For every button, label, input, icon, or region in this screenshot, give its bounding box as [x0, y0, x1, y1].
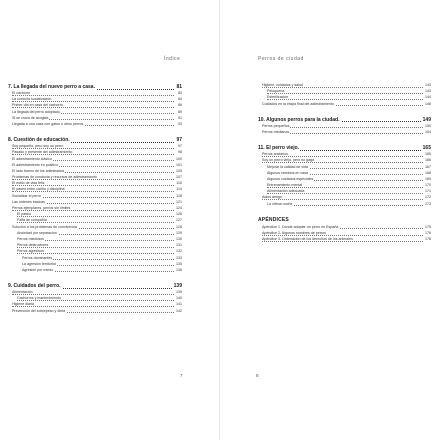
- page-ref: 169: [425, 176, 431, 181]
- page-ref: 176: [425, 231, 431, 235]
- page-ref: 86: [178, 103, 182, 108]
- entry-title: Alimentación adecuada: [267, 189, 305, 194]
- entry-title: Perros agresivos: [17, 249, 44, 254]
- page-ref: 172: [425, 195, 431, 200]
- page-number: 8: [256, 373, 259, 378]
- page-ref: 139: [176, 290, 182, 295]
- page-ref: 166: [425, 158, 431, 163]
- entry-title: Entrenamiento mental: [267, 183, 303, 188]
- entry-title: Perros medianos: [262, 129, 290, 134]
- toc-entry: [267, 202, 431, 208]
- entry-title: Soy pequeño, pero soy un perro: [12, 144, 64, 149]
- entry-title: Socializar el perro: [12, 193, 41, 198]
- entry-title: Prevención del sobrepeso y dieta: [12, 308, 66, 313]
- entry-title: Cuidados en la etapa final del adiestramiento: [262, 101, 334, 106]
- page-ref: 178: [425, 237, 431, 242]
- page-ref: 84: [178, 97, 182, 102]
- page-ref: 144: [425, 95, 431, 100]
- page-ref: 97: [178, 144, 182, 149]
- entry-title: Higiene, cuidados y salud: [262, 83, 303, 87]
- dot-leader: [12, 294, 174, 295]
- page-ref: 139: [173, 283, 182, 290]
- entry-title: Cachorros y mantenimiento: [17, 296, 61, 301]
- entry-title: El adiestramiento clásico: [12, 156, 52, 161]
- entry-title: Soy un perro viejo, pero no gaga: [262, 158, 315, 163]
- entry-title: La agresión territorial: [22, 261, 56, 266]
- toc-entry: [12, 122, 182, 128]
- entry-title: La última noche: [267, 201, 293, 206]
- entry-title: La llegada del perro adoptado: [12, 109, 60, 114]
- entry-title: Solución a los problemas de convivencia: [12, 224, 77, 229]
- page-ref: 143: [425, 83, 431, 87]
- page-ref: 132: [176, 249, 182, 254]
- page-ref: 175: [425, 224, 431, 229]
- entry-title: Perros pequeños: [262, 123, 290, 128]
- dot-leader: [262, 199, 423, 200]
- chapter-entry: [258, 145, 431, 152]
- entry-title: Problemas de conducta y recursos de adiestramiento: [12, 175, 97, 180]
- page-ref: 129: [176, 230, 182, 235]
- page-ref: 136: [176, 267, 182, 272]
- page-ref: 83: [178, 91, 182, 95]
- entry-title: El cachorro: [12, 91, 31, 95]
- entry-title: Las órdenes básicas: [12, 199, 45, 204]
- page-ref: 170: [425, 183, 431, 188]
- toc-entry: [262, 102, 431, 108]
- page-ref: 130: [176, 236, 182, 241]
- entry-title: Agresión por miedo: [22, 267, 54, 272]
- page-ref: 107: [176, 175, 182, 180]
- chapter-title: 10. Algunos perros para la ciudad.: [258, 116, 340, 123]
- running-head: Índice: [164, 56, 181, 62]
- entry-title: El paseo entre cariño y disciplina: [12, 187, 65, 192]
- entry-title: La correcta socialización: [12, 97, 52, 102]
- entry-title: Pasado y presente del adiestramiento: [12, 150, 73, 155]
- toc-entry: [262, 237, 431, 243]
- toc-entry: [262, 130, 431, 136]
- entry-title: El estilo de vida feliz: [12, 181, 45, 186]
- dot-leader: [17, 216, 174, 217]
- dot-leader: [12, 95, 174, 96]
- entry-title: Apéndice 1. Dónde adoptar un perro en España: [262, 224, 339, 229]
- chapter-entry: [8, 137, 182, 144]
- entry-title: Perros dominantes: [22, 255, 53, 260]
- page-ref: 173: [425, 201, 431, 206]
- entry-title: Algunos cambios en casa: [267, 170, 308, 175]
- entry-title: Perros ancianos: [262, 152, 288, 157]
- page-ref: 118: [176, 193, 182, 198]
- page-ref: 133: [176, 255, 182, 260]
- chapter-entry: [8, 283, 182, 290]
- page-ref: 167: [425, 164, 431, 169]
- entry-title: Si se cruza de acogida: [12, 115, 49, 120]
- toc-entry: [22, 268, 182, 274]
- page-ref: 150: [425, 123, 431, 128]
- entry-title: Falta de compañía: [17, 218, 47, 223]
- entry-title: Higiene diaria: [12, 302, 34, 307]
- entry-title: Esterilización: [267, 95, 289, 100]
- chapter-entry: [8, 84, 182, 91]
- page-ref: 114: [176, 187, 182, 192]
- page-ref: 89: [178, 109, 182, 114]
- page-ref: 81: [176, 84, 182, 90]
- page-ref: 128: [176, 224, 182, 229]
- page-ref: 143: [425, 89, 431, 94]
- page-ref: 110: [176, 181, 182, 186]
- entry-title: Mejorar la calidad de vida: [267, 164, 308, 169]
- dot-leader: [12, 306, 174, 307]
- table-of-contents: [8, 84, 182, 315]
- page-ref: 126: [176, 212, 182, 217]
- entry-title: El adiestramiento en positivo: [12, 162, 58, 167]
- page-ref: 154: [425, 129, 431, 134]
- page-ref: 142: [176, 308, 182, 313]
- entry-title: Adiós amigo: [262, 195, 282, 200]
- chapter-title: 9. Cuidados del perro.: [8, 283, 61, 290]
- dot-leader: [267, 99, 423, 100]
- page-ref: 146: [425, 101, 431, 106]
- chapter-title: 7. La llegada del nuevo perro a casa.: [8, 84, 95, 90]
- page-ref: 121: [176, 199, 182, 204]
- page-ref: 149: [422, 116, 431, 123]
- right-page: [220, 0, 440, 440]
- entry-title: Alimentación: [12, 290, 33, 295]
- page-ref: 140: [176, 296, 182, 301]
- page-ref: 165: [422, 145, 431, 152]
- appendices-heading: APÉNDICES: [258, 216, 289, 223]
- page-ref: 100: [176, 156, 182, 161]
- entry-title: Algunos cuidados especiales: [267, 176, 314, 181]
- page-ref: 98: [178, 150, 182, 155]
- entry-title: Perros miedosos: [17, 236, 44, 241]
- page-ref: 101: [176, 162, 182, 167]
- entry-title: Llegada a una casa con gatos u otros perros.: [12, 121, 85, 126]
- running-head: Perros de ciudad: [258, 56, 304, 62]
- entry-title: El paseo: [17, 212, 31, 217]
- page-ref: 168: [425, 170, 431, 175]
- page-ref: 124: [176, 206, 182, 210]
- entry-title: Apéndice 2. Algunos nombres de perros: [262, 231, 326, 235]
- entry-title: Peluquería: [267, 89, 285, 94]
- toc-entry: [12, 309, 182, 315]
- chapter-title: 11. El perro viejo.: [258, 145, 300, 152]
- table-of-contents: [258, 83, 431, 243]
- chapter-entry: [258, 117, 431, 124]
- page-number: 7: [180, 373, 183, 378]
- entry-title: El lado bueno de los adiestrados: [12, 168, 65, 173]
- entry-title: Apéndice 3. Ordenación de los derechos de los animales: [262, 237, 353, 242]
- entry-title: Primer día en casa del cachorro.: [12, 103, 64, 108]
- page-ref: 131: [176, 243, 182, 248]
- page-ref: 97: [176, 137, 182, 144]
- page-ref: 171: [425, 189, 431, 194]
- entry-title: Ansiedad por separación: [17, 230, 57, 235]
- entry-title: Perros destructores: [17, 243, 49, 248]
- entry-title: Perros ejemplares, perros sin límites: [12, 206, 71, 210]
- page-ref: 141: [176, 302, 182, 307]
- page-ref: 91: [178, 115, 182, 120]
- page-ref: 127: [176, 218, 182, 223]
- dot-leader: [267, 93, 423, 94]
- page-ref: 93: [178, 121, 182, 126]
- chapter-title: 8. Cuestión de educación.: [8, 137, 70, 144]
- page-ref: 165: [425, 152, 431, 157]
- page-ref: 105: [176, 168, 182, 173]
- page-ref: 135: [176, 261, 182, 266]
